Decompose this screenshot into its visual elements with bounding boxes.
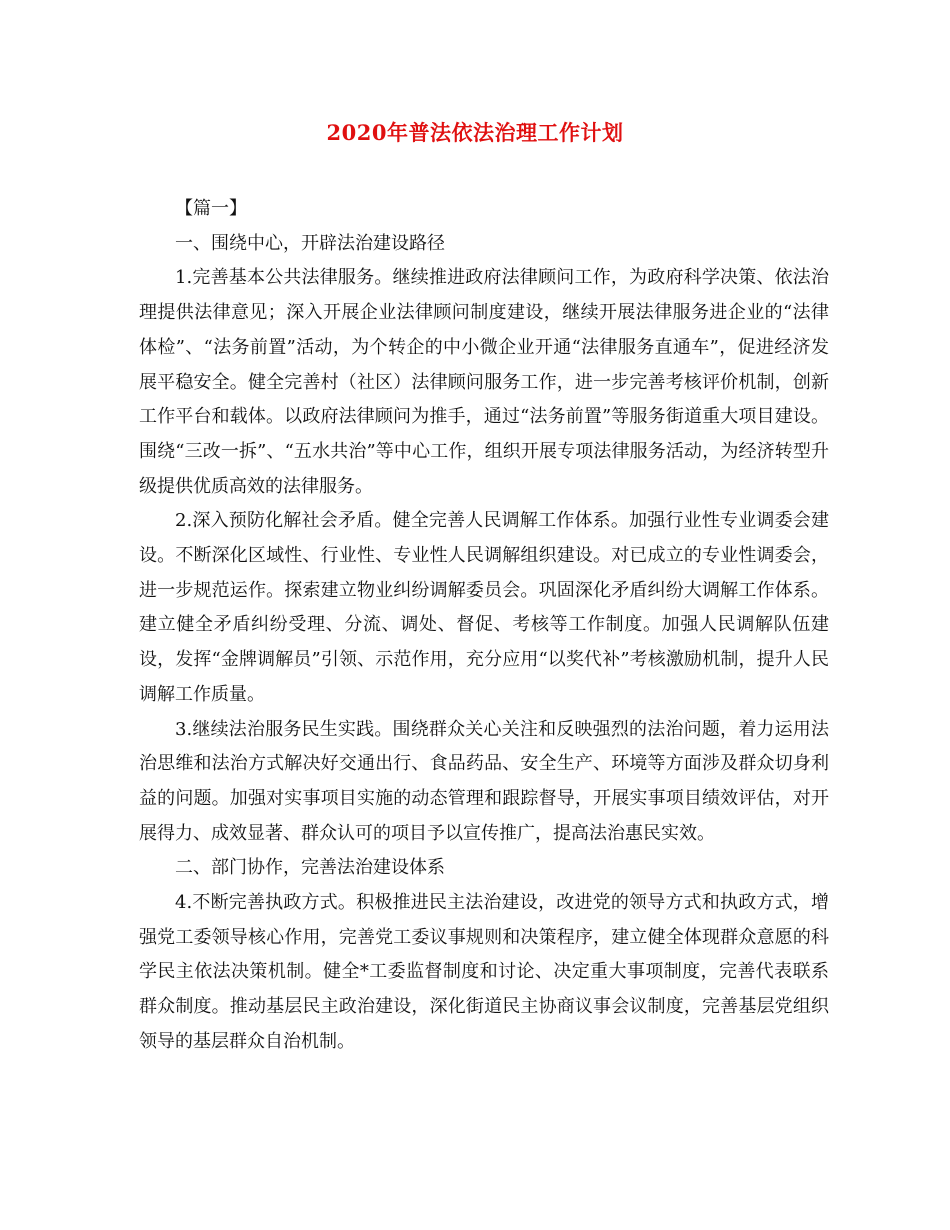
document-body (139, 192, 829, 1060)
paragraph-3: 3.继续法治服务民生实践。围绕群众关心关注和反映强烈的法治问题，着力运用法治思维和法治方式解决好交通出行、食品药品、安全生产、环境等方面涉及群众切身利益的问题。加强对实事项目实施的动态管理和跟踪督导，开展实事项目绩效评估，对开展得力、成效显著、群众认可的项目予以宣传推广，提高法治惠民实效。 (139, 718, 829, 844)
heading-one: 一、围绕中心，开辟法治建设路径 (175, 232, 445, 254)
paragraph-4: 4.不断完善执政方式。积极推进民主法治建设，改进党的领导方式和执政方式，增强党工委领导核心作用，完善党工委议事规则和决策程序，建立健全体现群众意愿的科学民主依法决策机制。健全*工委监督制度和讨论、决定重大事项制度，完善代表联系群众制度。推动基层民主政治建设，深化街道民主协商议事会议制度，完善基层党组织领导的基层群众自治机制。 (139, 892, 829, 1052)
heading-two: 二、部门协作，完善法治建设体系 (175, 857, 445, 879)
document-title: 2020年普法依法治理工作计划 (326, 120, 624, 145)
section-label: 【篇一】 (175, 198, 247, 219)
paragraph-1: 1.完善基本公共法律服务。继续推进政府法律顾问工作，为政府科学决策、依法治理提供法律意见；深入开展企业法律顾问制度建设，继续开展法律服务进企业的“法律体检”、“法务前置”活动，为个转企的中小微企业开通“法律服务直通车”，促进经济发展平稳安全。健全完善村（社区）法律顾问服务工作，进一步完善考核评价机制，创新工作平台和载体。以政府法律顾问为推手，通过“法务前置”等服务街道重大项目建设。围绕“三改一拆”、“五水共治”等中心工作，组织开展专项法律服务活动，为经济转型升级提供优质高效的法律服务。 (139, 267, 829, 497)
paragraph-2: 2.深入预防化解社会矛盾。健全完善人民调解工作体系。加强行业性专业调委会建设。不断深化区域性、行业性、专业性人民调解组织建设。对已成立的专业性调委会，进一步规范运作。探索建立物业纠纷调解委员会。巩固深化矛盾纠纷大调解工作体系。建立健全矛盾纠纷受理、分流、调处、督促、考核等工作制度。加强人民调解队伍建设，发挥“金牌调解员”引领、示范作用，充分应用“以奖代补”考核激励机制，提升人民调解工作质量。 (139, 510, 829, 705)
